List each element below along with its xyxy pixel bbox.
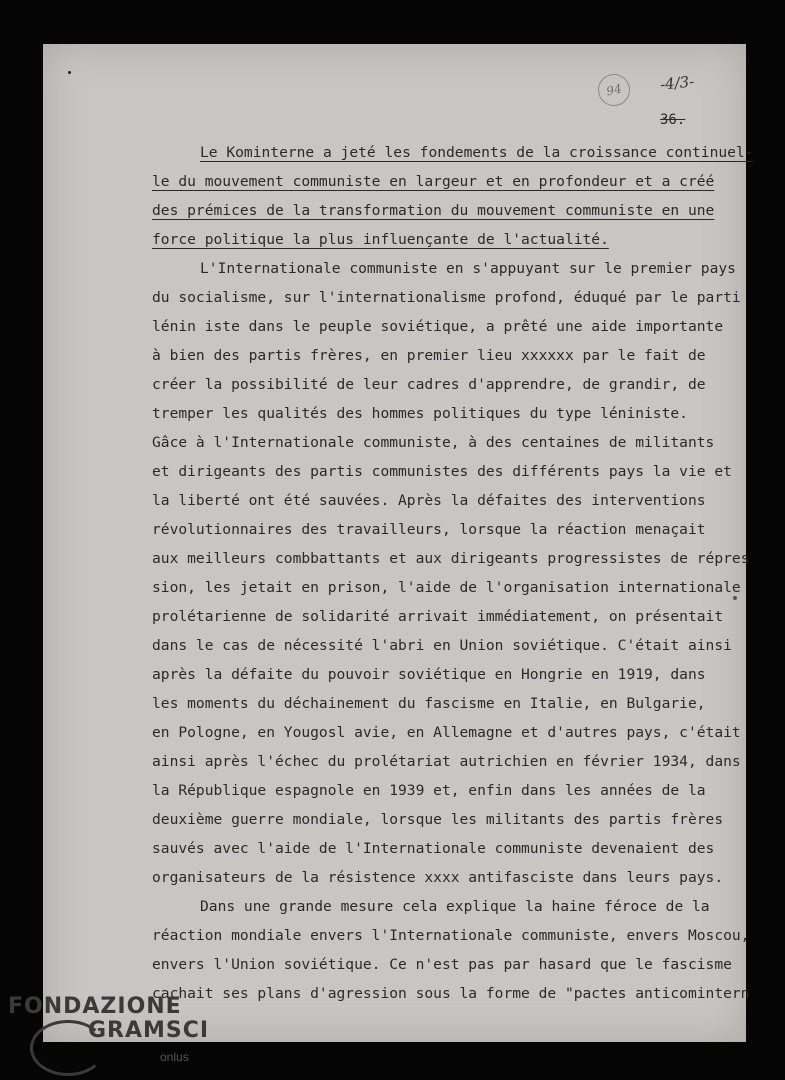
text-line: révolutionnaires des travailleurs, lorsque la réaction menaçait bbox=[152, 521, 706, 538]
ink-dot bbox=[68, 71, 71, 74]
archive-stamp-number: 94 bbox=[595, 71, 633, 109]
text-line: la liberté ont été sauvées. Après la défaites des interventions bbox=[152, 492, 706, 509]
text-line: envers l'Union soviétique. Ce n'est pas par hasard que le fascisme bbox=[152, 956, 732, 973]
text-line: force politique la plus influençante de l'actualité. bbox=[152, 231, 609, 248]
watermark-text bbox=[8, 995, 209, 1043]
text-line: sauvés avec l'aide de l'Internationale communiste devenaient des bbox=[152, 840, 715, 857]
text-line: réaction mondiale envers l'Internationale communiste, envers Moscou, bbox=[152, 927, 750, 944]
watermark-line1: FONDAZIONE bbox=[8, 994, 182, 1019]
text-line: sion, les jetait en prison, l'aide de l'organisation internationale bbox=[152, 579, 741, 596]
text-line: dans le cas de nécessité l'abri en Union soviétique. C'était ainsi bbox=[152, 637, 732, 654]
text-line: organisateurs de la résistence xxxx antifasciste dans leurs pays. bbox=[152, 869, 724, 886]
text-line: Le Kominterne a jeté les fondements de la croissance continuel- bbox=[200, 144, 754, 161]
text-line: prolétarienne de solidarité arrivait immédiatement, on présentait bbox=[152, 608, 724, 625]
text-line: du socialisme, sur l'internationalisme profond, éduqué par le parti bbox=[152, 289, 741, 306]
text-line: aux meilleurs combbattants et aux dirigeants progressistes de répres bbox=[152, 550, 750, 567]
watermark-line2: GRAMSCI bbox=[88, 1018, 210, 1043]
text-line: en Pologne, en Yougosl avie, en Allemagne et d'autres pays, c'était bbox=[152, 724, 741, 741]
watermark-onlus: onlus bbox=[160, 1050, 189, 1064]
text-line: créer la possibilité de leur cadres d'apprendre, de grandir, de bbox=[152, 376, 706, 393]
text-line: les moments du déchainement du fascisme en Italie, en Bulgarie, bbox=[152, 695, 706, 712]
text-line: cachait ses plans d'agression sous la forme de "pactes anticomintern bbox=[152, 985, 750, 1002]
text-line: tremper les qualités des hommes politiques du type léniniste. bbox=[152, 405, 688, 422]
text-line: Dans une grande mesure cela explique la haine féroce de la bbox=[200, 898, 710, 915]
handwritten-page-number: -4/3- bbox=[659, 72, 696, 94]
text-line: deuxième guerre mondiale, lorsque les militants des partis frères bbox=[152, 811, 724, 828]
text-line: la République espagnole en 1939 et, enfin dans les années de la bbox=[152, 782, 706, 799]
typed-page-number: 36. bbox=[660, 112, 686, 128]
text-line: lénin iste dans le peuple soviétique, a prêté une aide importante bbox=[152, 318, 724, 335]
text-line: L'Internationale communiste en s'appuyant sur le premier pays bbox=[200, 260, 736, 277]
text-line: après la défaite du pouvoir soviétique en Hongrie en 1919, dans bbox=[152, 666, 706, 683]
text-line: à bien des partis frères, en premier lieu xxxxxx par le fait de bbox=[152, 347, 706, 364]
text-line: et dirigeants des partis communistes des différents pays la vie et bbox=[152, 463, 732, 480]
text-line: Gâce à l'Internationale communiste, à des centaines de militants bbox=[152, 434, 715, 451]
text-line: des prémices de la transformation du mouvement communiste en une bbox=[152, 202, 715, 219]
text-line: le du mouvement communiste en largeur et en profondeur et a créé bbox=[152, 173, 715, 190]
text-line: ainsi après l'échec du prolétariat autrichien en février 1934, dans bbox=[152, 753, 741, 770]
typed-text-body bbox=[152, 138, 752, 1008]
